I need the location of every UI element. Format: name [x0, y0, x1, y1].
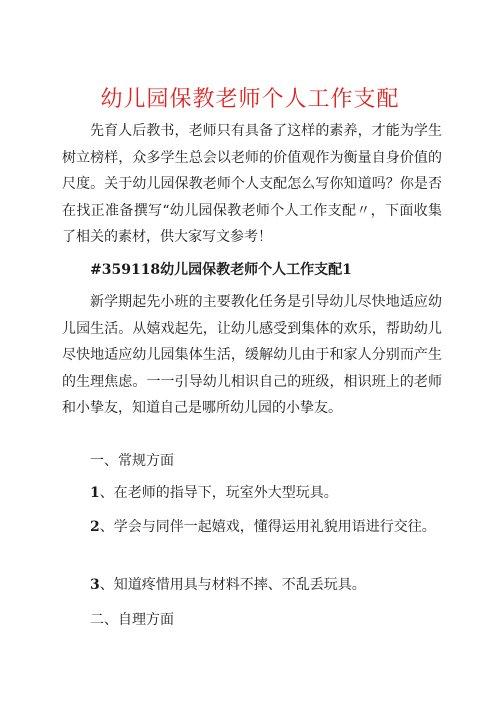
list-item-number: 3 [90, 577, 100, 593]
intro-paragraph: 先育人后教书，老师只有具备了这样的素养，才能为学生树立榜样，众多学生总会以老师的价值观作为衡量自身价值的尺度。关于幼儿园保教老师个人支配怎么写你知道吗？你是否在找正准备撰写“幼儿园保教老师个人工作支配〃，下面收集了相关的素材，供大家写文参考！ [62, 123, 442, 245]
list-item [90, 572, 366, 598]
list-item-text: 、知道疼惜用具与材料不摔、不乱丢玩具。 [99, 577, 366, 593]
section-heading [90, 257, 352, 283]
list-item-number: 1 [90, 485, 100, 501]
document-title: 幼儿园保教老师个人工作支配 [100, 87, 400, 112]
section-heading-text: #359118幼儿园保教老师个人工作支配1 [90, 262, 352, 278]
list-item-number: 2 [90, 519, 100, 535]
heading-routine: 一、常规方面 [90, 453, 174, 469]
heading-selfcare: 二、自理方面 [90, 612, 174, 628]
list-item [62, 514, 442, 541]
list-item [90, 480, 338, 506]
list-item-text: 、在老师的指导下，玩室外大型玩具。 [99, 485, 338, 501]
section-paragraph: 新学期起先小班的主要教化任务是引导幼儿尽快地适应幼儿园生活。从嬉戏起先，让幼儿感受到集体的欢乐，帮助幼儿尽快地适应幼儿园集体生活，缓解幼儿由于和家人分别而产生的生理焦虑。一一引导幼儿相识自己的班级，相识班上的老师和小挚友，知道自己是哪所幼儿园的小挚友。 [62, 294, 442, 416]
list-item-text: 、学会与同伴一起嬉戏，懂得运用礼貌用语进行交往。 [99, 519, 436, 535]
